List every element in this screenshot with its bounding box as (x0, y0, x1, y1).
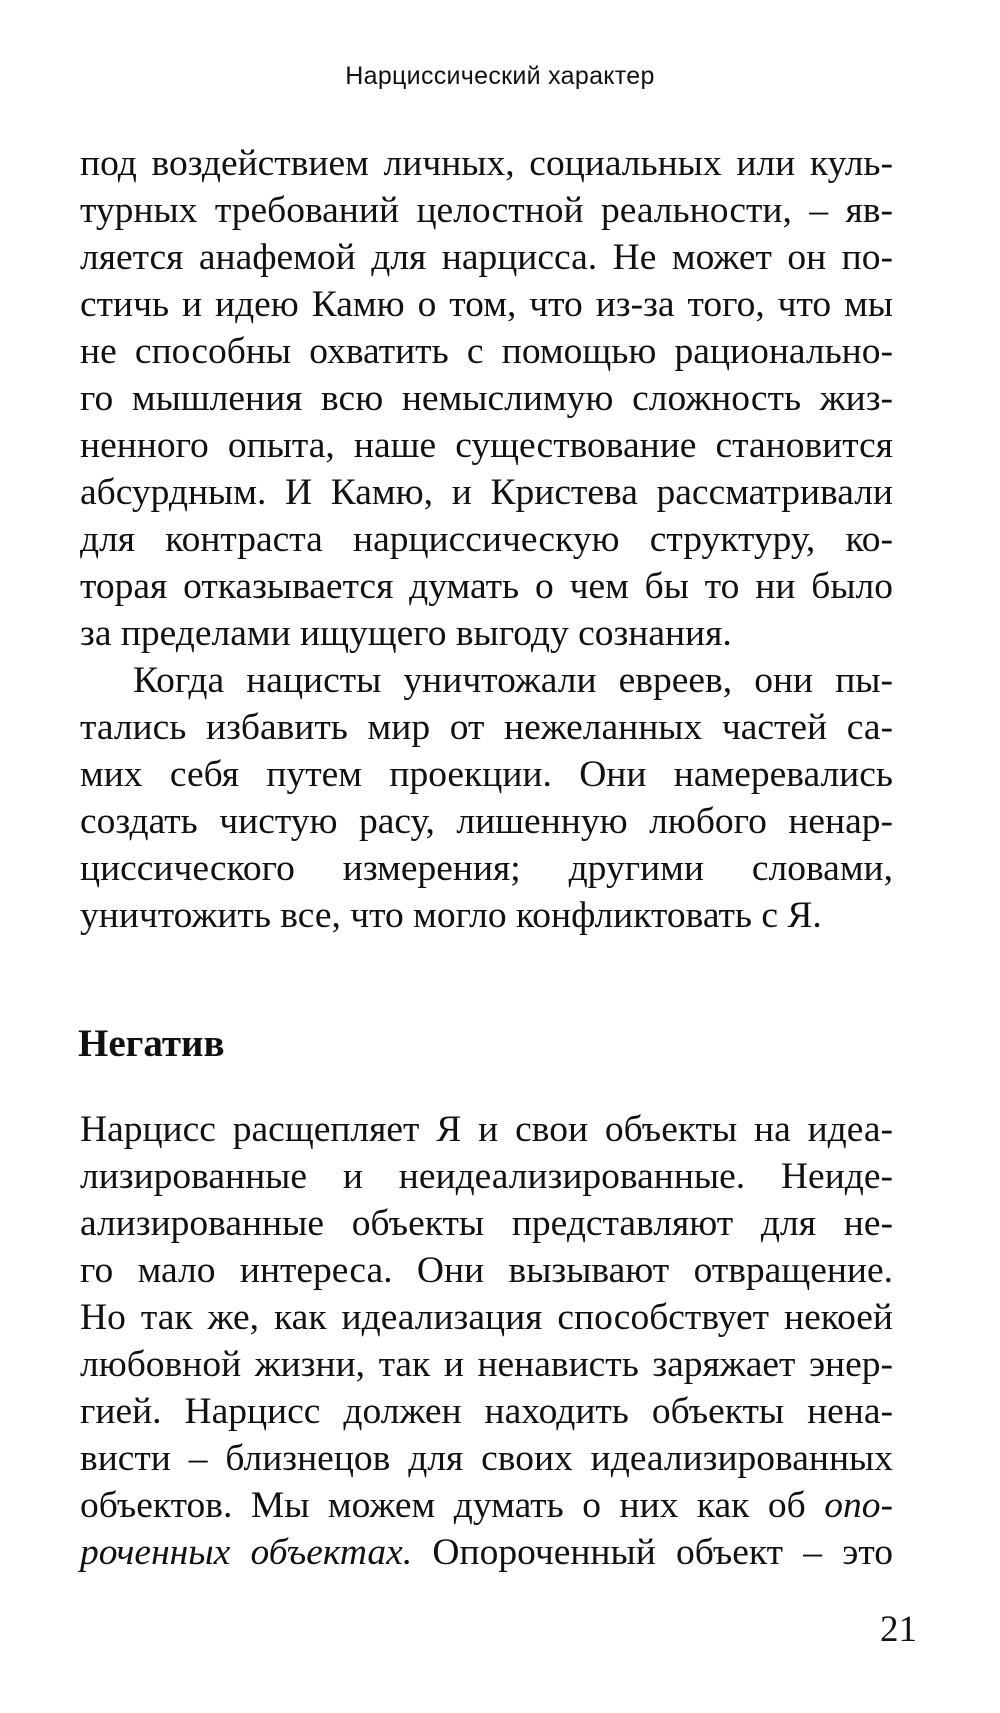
text-line: под воздействием личных, социальных или куль- (80, 143, 893, 184)
text-line: мих себя путем проекции. Они намеревались (80, 754, 893, 795)
text-line: лизированные и неидеализированные. Неиде- (80, 1156, 893, 1197)
running-head: Нарциссический характер (345, 62, 655, 90)
text-line: торая отказывается думать о чем бы то ни было (80, 566, 893, 607)
text-line (80, 1530, 893, 1576)
text-line: циссического измерения; другими словами, (80, 848, 893, 889)
text-line: уничтожить все, что могло конфликтовать с Я. (80, 895, 822, 936)
text-line: стичь и идею Камю о том, что из-за того, что мы (80, 284, 893, 325)
text-line: Нарцисс расщепляет Я и свои объекты на идеа- (80, 1109, 893, 1150)
text-line: тались избавить мир от нежеланных частей са- (80, 707, 893, 748)
text-line: не способны охватить с помощью рационально- (80, 331, 893, 372)
text-line: абсурдным. И Камю, и Кристева рассматривали (80, 472, 893, 513)
text-line: ализированные объекты представляют для не- (80, 1203, 893, 1244)
text-line: для контраста нарциссическую структуру, ко- (80, 519, 893, 560)
page-number: 21 (880, 1609, 917, 1650)
text-line: го мало интереса. Они вызывают отвращение. (80, 1250, 893, 1291)
text-line: го мышления всю немыслимую сложность жиз- (80, 378, 893, 419)
italic-term: опо- (824, 1485, 893, 1526)
section-heading: Негатив (78, 1022, 225, 1065)
text-line: Когда нацисты уничтожали евреев, они пы- (133, 660, 893, 701)
text-line: гией. Нарцисс должен находить объекты нена- (80, 1391, 893, 1432)
text-line: создать чистую расу, лишенную любого ненар- (80, 801, 893, 842)
text-line: турных требований целостной реальности, – яв- (80, 190, 893, 231)
text-line: висти – близнецов для своих идеализированных (80, 1438, 893, 1479)
text-run: объектов. Мы можем думать о них как об (80, 1485, 825, 1526)
text-line: за пределами ищущего выгоду сознания. (80, 613, 732, 654)
italic-term: роченных объектах. (80, 1532, 413, 1573)
text-line: ненного опыта, наше существование становится (80, 425, 893, 466)
text-line: Но так же, как идеализация способствует некоей (80, 1297, 893, 1338)
text-line (80, 1483, 893, 1529)
text-line: любовной жизни, так и ненависть заряжает энер- (80, 1344, 893, 1385)
text-run: Опороченный объект – это (412, 1532, 893, 1573)
text-line: ляется анафемой для нарцисса. Не может он по- (80, 237, 893, 278)
